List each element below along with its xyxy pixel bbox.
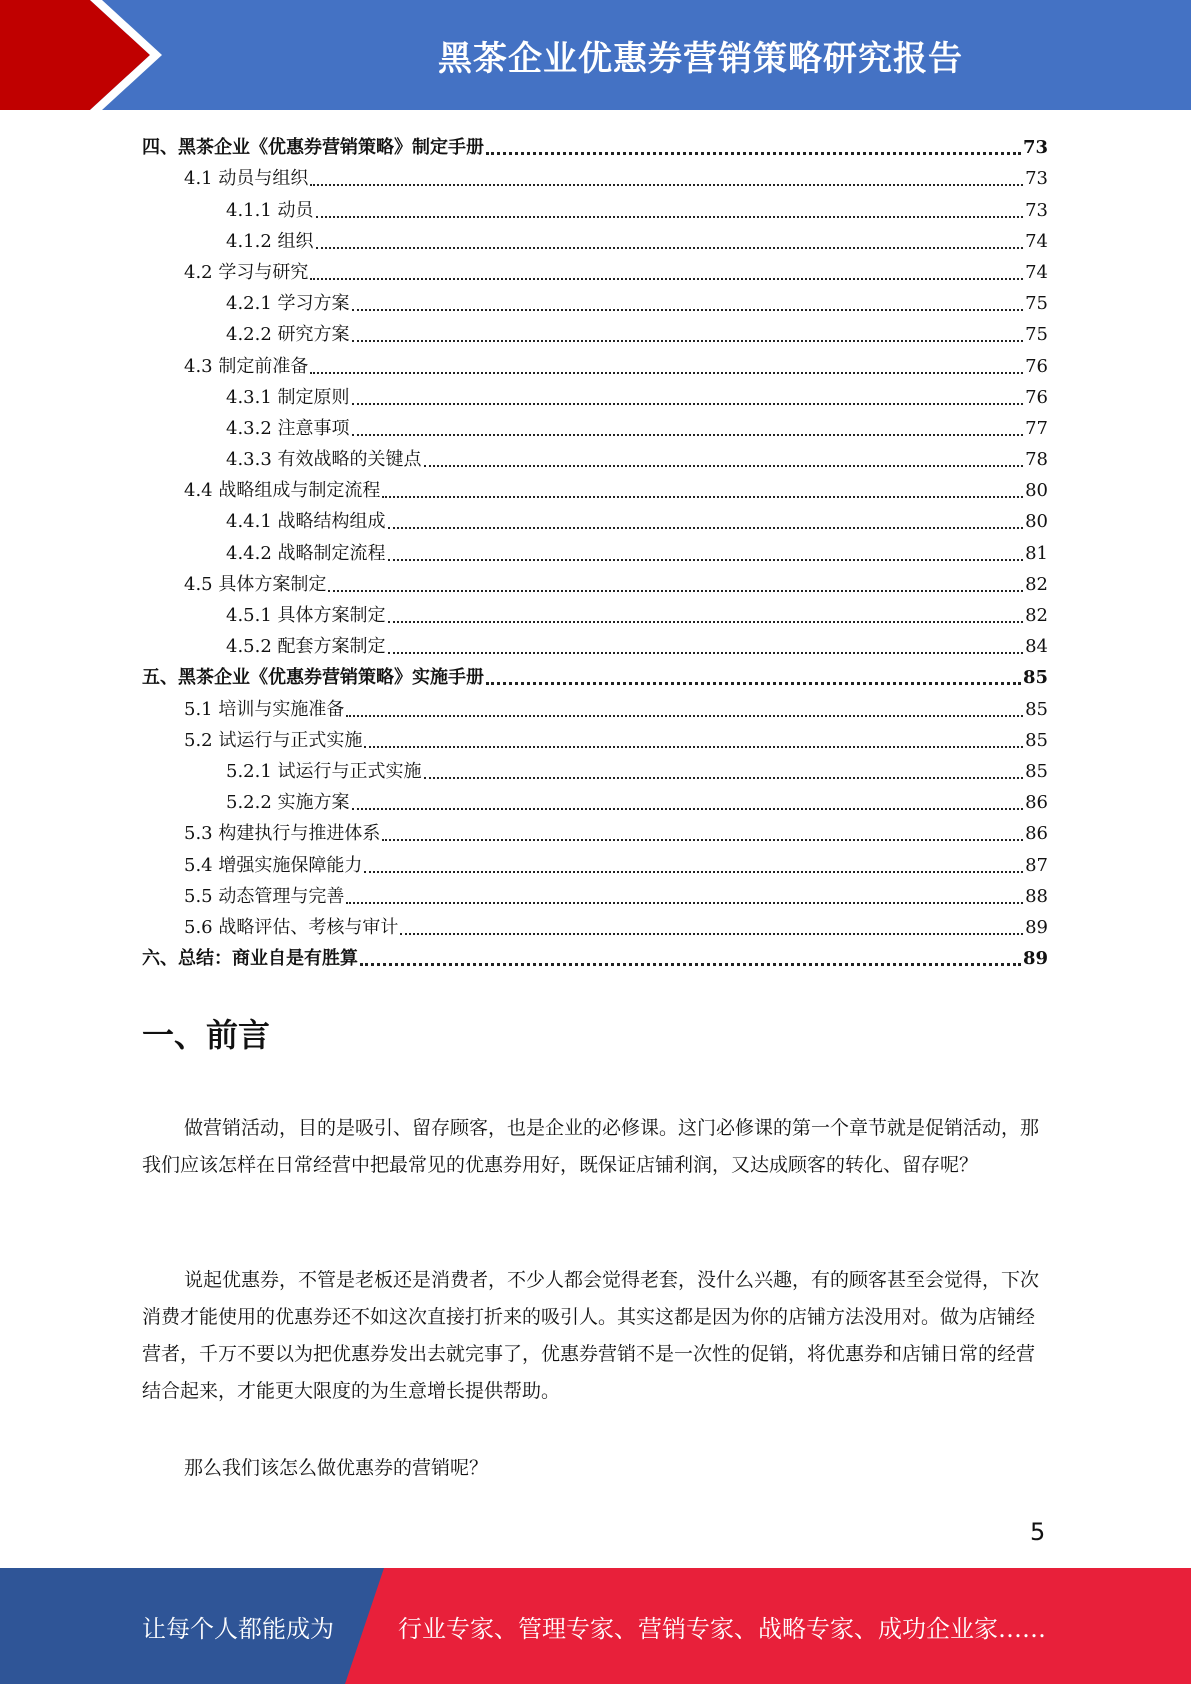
toc-entry[interactable] <box>142 222 1048 253</box>
toc-leader-dots <box>424 777 1024 779</box>
toc-leader-dots <box>388 652 1024 654</box>
toc-entry-title: 5.2 试运行与正式实施 <box>184 729 363 751</box>
toc-leader-dots <box>388 559 1024 561</box>
toc-entry-title: 5.4 增强实施保障能力 <box>184 854 363 876</box>
toc-entry-page: 86 <box>1025 792 1048 814</box>
toc-entry-title: 4.5.2 配套方案制定 <box>226 636 386 658</box>
toc-entry[interactable] <box>142 814 1048 845</box>
toc-entry[interactable] <box>142 752 1048 783</box>
toc-leader-dots <box>486 682 1021 685</box>
toc-entry-page: 73 <box>1022 137 1048 159</box>
toc-entry-page: 78 <box>1025 449 1048 471</box>
toc-leader-dots <box>364 746 1023 748</box>
toc-entry[interactable] <box>142 845 1048 876</box>
toc-entry-title: 4.1.2 组织 <box>226 230 314 252</box>
toc-entry-page: 73 <box>1025 168 1048 190</box>
toc-entry-title: 五、黑茶企业《优惠券营销策略》实施手册 <box>142 667 484 689</box>
toc-entry-page: 84 <box>1025 636 1048 658</box>
toc-entry[interactable] <box>142 471 1048 502</box>
toc-entry-page: 73 <box>1025 199 1048 221</box>
toc-entry[interactable] <box>142 378 1048 409</box>
toc-entry-page: 76 <box>1025 386 1048 408</box>
header-red-arrow <box>0 0 150 110</box>
toc-entry-page: 80 <box>1025 480 1048 502</box>
toc-leader-dots <box>352 309 1024 311</box>
toc-entry-page: 75 <box>1025 293 1048 315</box>
toc-leader-dots <box>364 871 1023 873</box>
toc-entry[interactable] <box>142 159 1048 190</box>
page-number: 5 <box>1030 1518 1046 1546</box>
toc-entry-page: 82 <box>1025 573 1048 595</box>
toc-leader-dots <box>310 278 1023 280</box>
toc-leader-dots <box>352 340 1024 342</box>
toc-entry[interactable] <box>142 627 1048 658</box>
toc-entry-title: 5.5 动态管理与完善 <box>184 885 345 907</box>
toc-entry[interactable] <box>142 877 1048 908</box>
toc-entry-page: 85 <box>1025 698 1048 720</box>
toc-entry-title: 4.2.2 研究方案 <box>226 324 350 346</box>
toc-leader-dots <box>346 902 1023 904</box>
toc-leader-dots <box>424 465 1024 467</box>
toc-entry-title: 4.2.1 学习方案 <box>226 293 350 315</box>
toc-entry[interactable] <box>142 565 1048 596</box>
toc-entry[interactable] <box>142 658 1048 689</box>
toc-entry[interactable] <box>142 721 1048 752</box>
toc-entry-page: 85 <box>1022 667 1048 689</box>
toc-entry-page: 86 <box>1025 823 1048 845</box>
toc-entry[interactable] <box>142 253 1048 284</box>
toc-entry-page: 81 <box>1025 542 1048 564</box>
toc-entry[interactable] <box>142 315 1048 346</box>
toc-entry[interactable] <box>142 128 1048 159</box>
toc-entry-page: 74 <box>1025 261 1048 283</box>
section-title: 一、前言 <box>142 1016 271 1054</box>
toc-entry[interactable] <box>142 190 1048 221</box>
toc-entry[interactable] <box>142 533 1048 564</box>
toc-entry-title: 5.2.2 实施方案 <box>226 792 350 814</box>
toc-entry-title: 4.5 具体方案制定 <box>184 573 327 595</box>
toc-leader-dots <box>400 933 1023 935</box>
paragraph-3: 那么我们该怎么做优惠券的营销呢？ <box>184 1457 489 1479</box>
toc-leader-dots <box>346 715 1023 717</box>
table-of-contents <box>142 128 1048 970</box>
toc-entry-page: 89 <box>1022 948 1048 970</box>
toc-entry-title: 四、黑茶企业《优惠券营销策略》制定手册 <box>142 137 484 159</box>
toc-leader-dots <box>352 403 1024 405</box>
toc-entry[interactable] <box>142 939 1048 970</box>
toc-entry-page: 77 <box>1025 417 1048 439</box>
toc-entry-page: 74 <box>1025 230 1048 252</box>
toc-entry-title: 4.4 战略组成与制定流程 <box>184 480 381 502</box>
toc-entry-title: 4.3 制定前准备 <box>184 355 309 377</box>
toc-leader-dots <box>486 152 1021 155</box>
toc-entry-title: 4.5.1 具体方案制定 <box>226 605 386 626</box>
toc-entry[interactable] <box>142 689 1048 720</box>
footer-banner <box>0 1568 1191 1684</box>
toc-leader-dots <box>360 963 1021 966</box>
toc-entry-title: 4.1.1 动员 <box>226 199 314 221</box>
footer-slogan-right: 行业专家、管理专家、营销专家、战略专家、成功企业家…… <box>398 1614 1046 1643</box>
toc-leader-dots <box>310 372 1023 374</box>
toc-entry-page: 75 <box>1025 324 1048 346</box>
toc-leader-dots <box>388 621 1024 623</box>
toc-entry-title: 六、总结：商业自是有胜算 <box>142 948 358 970</box>
paragraph-1: 做营销活动，目的是吸引、留存顾客，也是企业的必修课。这门必修课的第一个章节就是促销活动，那我们应该怎样在日常经营中把最常见的优惠券用好，既保证店铺利润，又达成顾客的转化、留存呢？ <box>142 1117 1040 1176</box>
toc-leader-dots <box>328 590 1023 592</box>
toc-entry-page: 82 <box>1025 605 1048 626</box>
toc-leader-dots <box>316 216 1024 218</box>
toc-entry-title: 4.3.1 制定原则 <box>226 386 350 408</box>
toc-entry-page: 87 <box>1025 854 1048 876</box>
toc-entry-title: 5.6 战略评估、考核与审计 <box>184 916 399 938</box>
toc-entry-title: 5.3 构建执行与推进体系 <box>184 823 381 845</box>
toc-entry[interactable] <box>142 908 1048 939</box>
toc-entry-title: 4.4.1 战略结构组成 <box>226 511 386 533</box>
header-banner <box>0 0 1191 110</box>
toc-leader-dots <box>382 496 1023 498</box>
toc-entry[interactable] <box>142 440 1048 471</box>
footer-slogan-left: 让每个人都能成为 <box>142 1614 334 1643</box>
toc-leader-dots <box>316 247 1024 249</box>
toc-leader-dots <box>388 527 1024 529</box>
toc-entry-title: 4.4.2 战略制定流程 <box>226 542 386 564</box>
toc-entry-page: 89 <box>1025 916 1048 938</box>
toc-entry-page: 80 <box>1025 511 1048 533</box>
toc-entry[interactable] <box>142 346 1048 377</box>
toc-entry-page: 85 <box>1025 729 1048 751</box>
toc-entry-title: 4.2 学习与研究 <box>184 261 309 283</box>
toc-entry-title: 4.1 动员与组织 <box>184 168 309 190</box>
paragraph-2: 说起优惠券，不管是老板还是消费者，不少人都会觉得老套，没什么兴趣，有的顾客甚至会觉得，下次消费才能使用的优惠券还不如这次直接打折来的吸引人。其实这都是因为你的店铺方法没用对。做为店铺经营者，千万不要以为把优惠券发出去就完事了，优惠券营销不是一次性的促销，将优惠券和店铺日常的经营结合起来，才能更大限度的为生意增长提供帮助。 <box>142 1269 1040 1402</box>
toc-entry-page: 76 <box>1025 355 1048 377</box>
toc-entry-title: 4.3.3 有效战略的关键点 <box>226 449 422 471</box>
toc-leader-dots <box>352 808 1024 810</box>
toc-entry[interactable] <box>142 284 1048 315</box>
toc-entry-title: 4.3.2 注意事项 <box>226 417 350 439</box>
toc-leader-dots <box>310 184 1023 186</box>
toc-entry[interactable] <box>142 596 1048 627</box>
toc-entry[interactable] <box>142 409 1048 440</box>
toc-entry-page: 85 <box>1025 760 1048 782</box>
toc-entry[interactable] <box>142 502 1048 533</box>
toc-entry-title: 5.2.1 试运行与正式实施 <box>226 760 422 782</box>
toc-leader-dots <box>352 434 1024 436</box>
toc-entry-page: 88 <box>1025 885 1048 907</box>
report-title: 黑茶企业优惠券营销策略研究报告 <box>438 38 963 79</box>
toc-entry-title: 5.1 培训与实施准备 <box>184 698 345 720</box>
toc-leader-dots <box>382 839 1023 841</box>
toc-entry[interactable] <box>142 783 1048 814</box>
